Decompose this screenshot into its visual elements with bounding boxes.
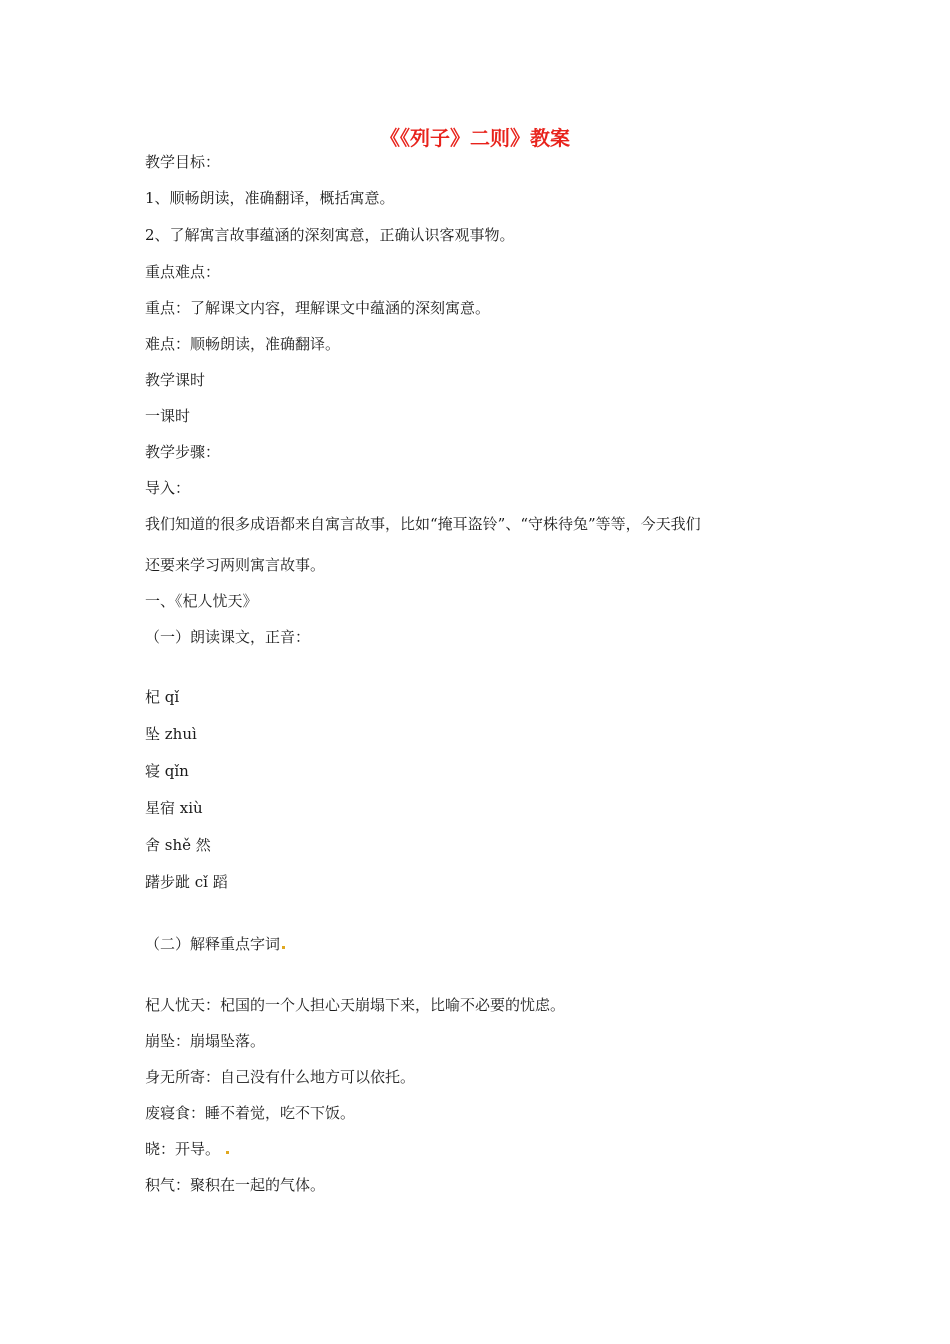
definition-item: 晓：开导。	[145, 1140, 221, 1158]
definition-item: 杞人忧天：杞国的一个人担心天崩塌下来，比喻不必要的忧虑。	[145, 996, 566, 1014]
objective-2: 2、了解寓言故事蕴涵的深刻寓意，正确认识客观事物。	[145, 226, 515, 244]
key-point: 重点：了解课文内容，理解课文中蕴涵的深刻寓意。	[145, 299, 491, 317]
definition-line	[145, 1139, 229, 1159]
highlight-mark	[226, 1151, 229, 1154]
hours-heading: 教学课时	[145, 371, 206, 389]
pronunciation-item: 杞 qǐ	[145, 688, 180, 706]
pronunciation-item: 星宿 xiù	[145, 799, 203, 817]
document-title: 《《列子》二则》教案	[380, 126, 570, 150]
definition-item: 废寝食：睡不着觉，吃不下饭。	[145, 1104, 356, 1122]
subsection-2-heading: （二）解释重点字词	[145, 935, 281, 953]
highlight-mark	[282, 946, 285, 949]
intro-heading: 导入：	[145, 479, 191, 497]
definition-item: 身无所寄：自己没有什么地方可以依托。	[145, 1068, 416, 1086]
subsection-2-line	[145, 934, 285, 954]
definition-item: 崩坠：崩塌坠落。	[145, 1032, 266, 1050]
intro-line-1: 我们知道的很多成语都来自寓言故事，比如“掩耳盗铃”、“守株待兔”等等，今天我们	[145, 515, 701, 533]
pronunciation-item: 坠 zhuì	[145, 725, 197, 743]
pronunciation-item: 舍 shě 然	[145, 836, 211, 854]
hours-value: 一课时	[145, 407, 191, 425]
steps-heading: 教学步骤：	[145, 443, 221, 461]
subsection-1-heading: （一）朗读课文，正音：	[145, 628, 311, 646]
intro-line-2: 还要来学习两则寓言故事。	[145, 556, 326, 574]
key-points-heading: 重点难点：	[145, 263, 221, 281]
pronunciation-item: 寝 qǐn	[145, 762, 189, 780]
definition-item: 积气：聚积在一起的气体。	[145, 1176, 326, 1194]
section-1-heading: 一、《杞人忧天》	[145, 592, 258, 610]
pronunciation-item: 躇步跐 cǐ 蹈	[145, 873, 228, 891]
objective-1: 1、顺畅朗读，准确翻译，概括寓意。	[145, 189, 395, 207]
objectives-heading: 教学目标：	[145, 153, 221, 171]
difficult-point: 难点：顺畅朗读，准确翻译。	[145, 335, 341, 353]
